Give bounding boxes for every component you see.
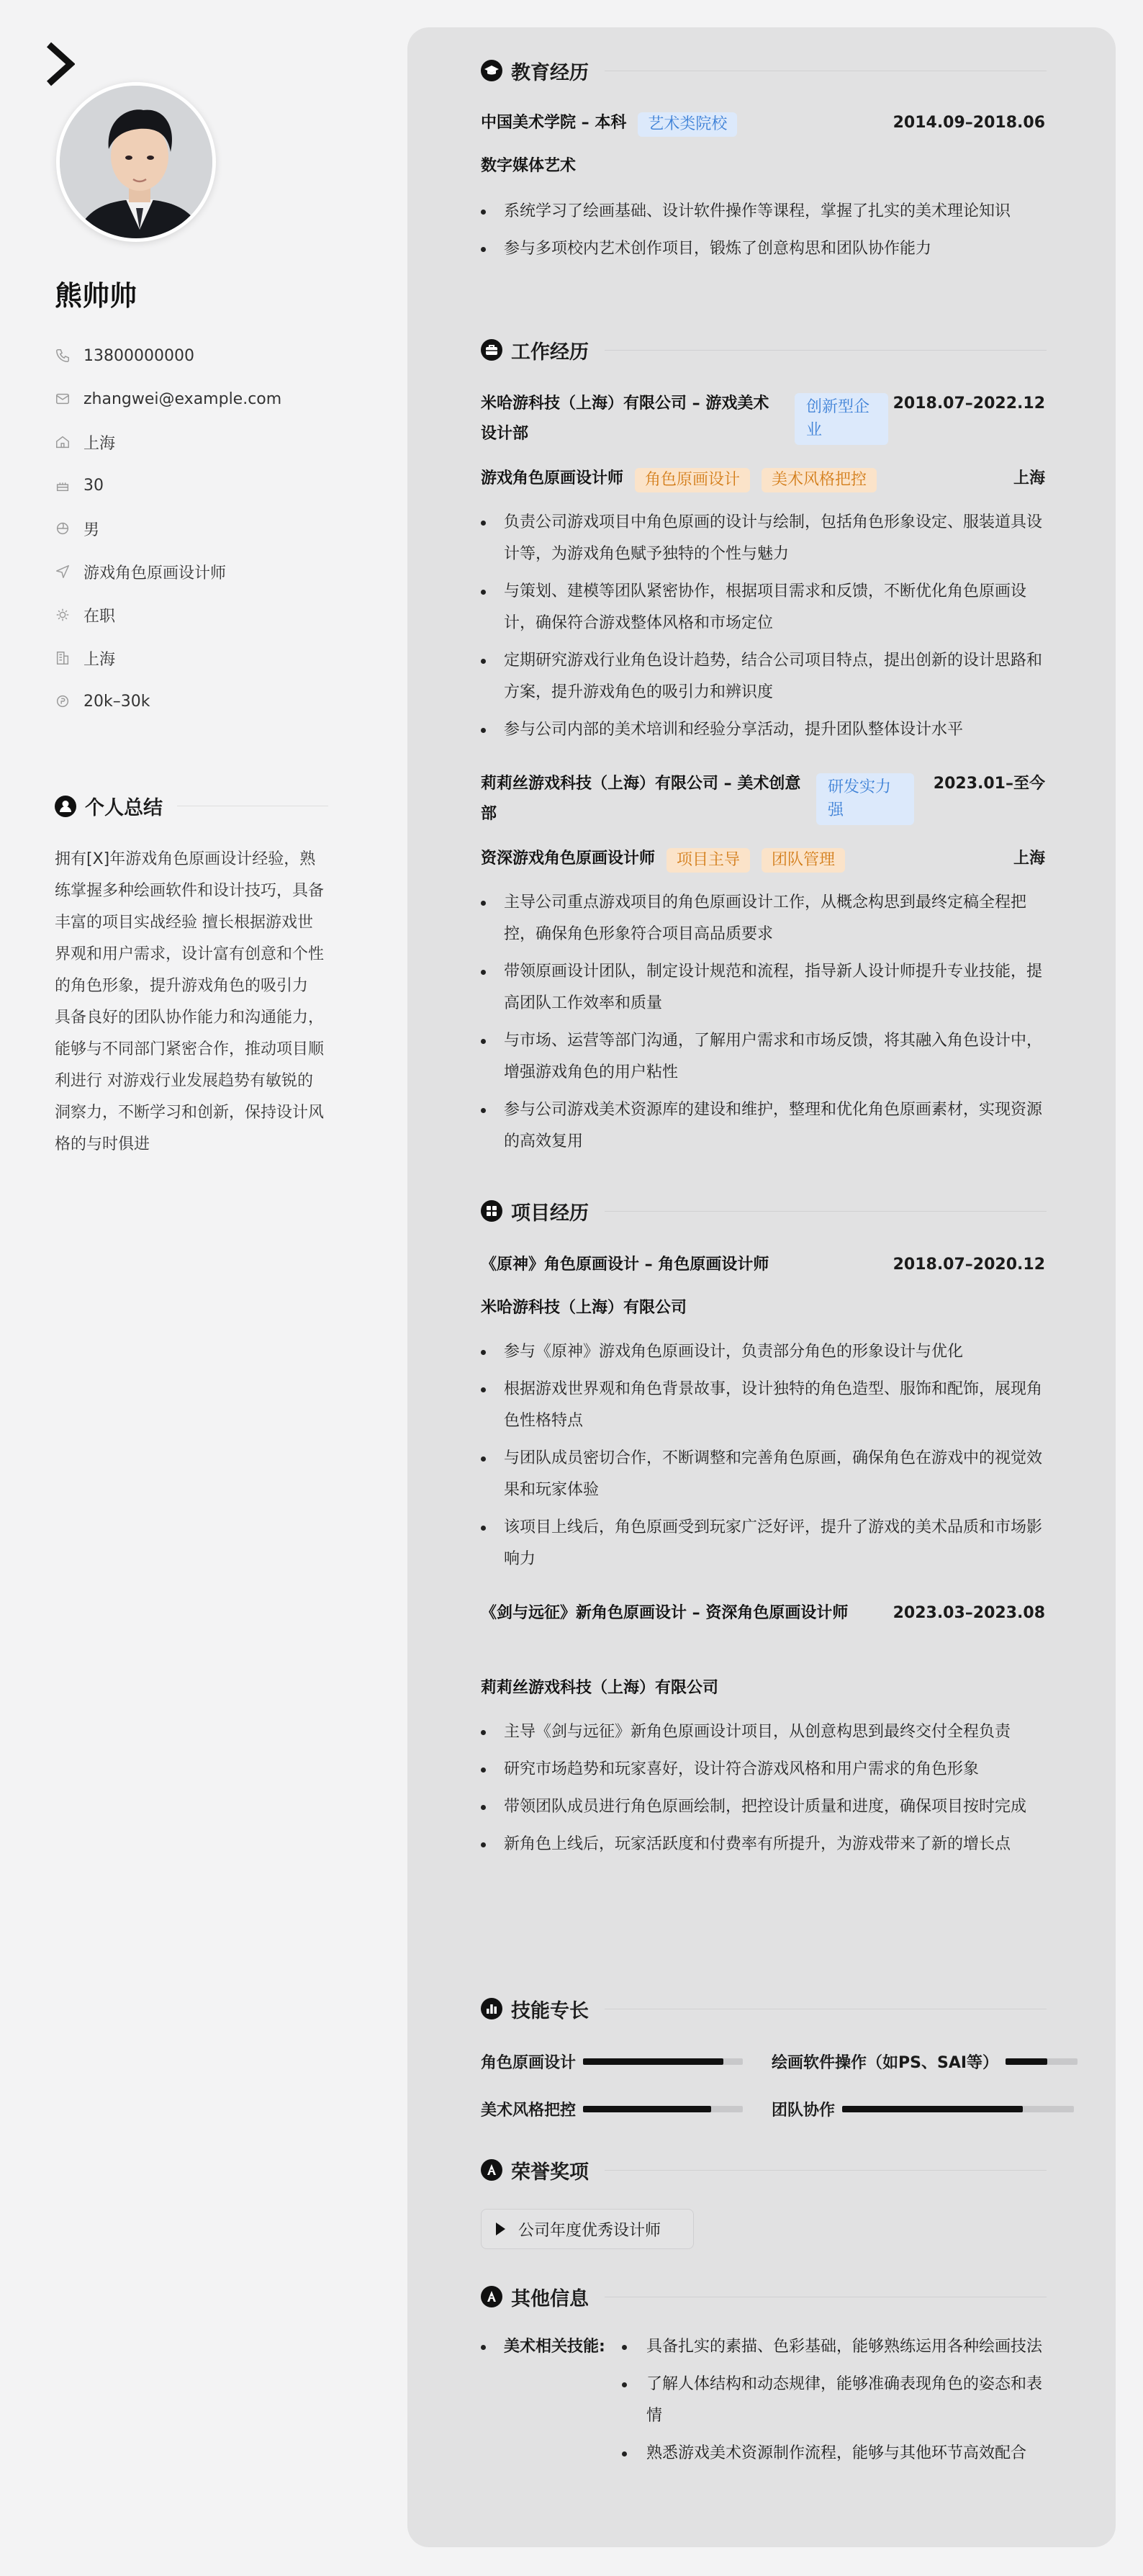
info-status bbox=[55, 593, 281, 636]
skill-bar bbox=[583, 2058, 743, 2065]
list-item: 研究市场趋势和玩家喜好，设计符合游戏风格和用户需求的角色形象 bbox=[481, 1754, 1047, 1785]
work-heading bbox=[481, 335, 1047, 364]
job-text: 游戏角色原画设计师 bbox=[83, 564, 227, 582]
other-heading bbox=[481, 2282, 1047, 2311]
education-major-row bbox=[481, 151, 1045, 181]
list-item: 具备扎实的素描、色彩基础，能够熟练运用各种绘画技法 bbox=[622, 2331, 1047, 2363]
list-item: 主导《剑与远征》新角色原画设计项目，从创意构思到最终交付全程负责 bbox=[481, 1716, 1047, 1748]
job-2-city: 上海 bbox=[1013, 850, 1045, 868]
project-1-company-row bbox=[481, 1293, 1045, 1323]
job-2-company: 莉莉丝游戏科技（上海）有限公司 – 美术创意部 bbox=[481, 775, 801, 823]
list-item: 系统学习了绘画基础、设计软件操作等课程，掌握了扎实的美术理论知识 bbox=[481, 196, 1047, 228]
job-2-bullets bbox=[481, 887, 1047, 1163]
gender-icon bbox=[55, 521, 71, 536]
list-item: 参与公司内部的美术培训和经验分享活动，提升团队整体设计水平 bbox=[481, 714, 1047, 746]
skill-level-fill bbox=[842, 2106, 1023, 2112]
education-heading bbox=[481, 56, 1047, 85]
city-text: 上海 bbox=[83, 650, 116, 669]
list-item: 带领原画设计团队，制定设计规范和流程，指导新人设计师提升专业技能，提高团队工作效率和质量 bbox=[481, 956, 1047, 1019]
award-text: 公司年度优秀设计师 bbox=[518, 2221, 661, 2240]
award-icon bbox=[481, 2159, 502, 2181]
job-1-position: 游戏角色原画设计师 bbox=[481, 469, 624, 487]
project-2-bullets bbox=[481, 1716, 1047, 1866]
phone-icon bbox=[55, 348, 71, 364]
job-1-city: 上海 bbox=[1013, 469, 1045, 487]
info-phone bbox=[55, 334, 281, 377]
email-text: zhangwei@example.com bbox=[83, 389, 282, 408]
awards-divider bbox=[605, 2170, 1047, 2171]
job-2-tag-1: 项目主导 bbox=[667, 848, 750, 873]
project-1-company: 米哈游科技（上海）有限公司 bbox=[481, 1299, 687, 1317]
bar-chart-icon bbox=[481, 1998, 502, 2019]
job-2-date: 2023.01–至今 bbox=[933, 775, 1045, 793]
job-1-company: 米哈游科技（上海）有限公司 – 游戏美术设计部 bbox=[481, 395, 769, 443]
list-item: 与团队成员密切合作，不断调整和完善角色原画，确保角色在游戏中的视觉效果和玩家体验 bbox=[481, 1443, 1047, 1506]
skill-level-fill bbox=[583, 2106, 711, 2112]
logo-icon bbox=[46, 42, 75, 86]
skill-bar bbox=[842, 2106, 1074, 2112]
skill-bar bbox=[583, 2106, 743, 2112]
skill-level-fill bbox=[1006, 2058, 1047, 2065]
phone-text: 13800000000 bbox=[83, 346, 194, 365]
list-item: 了解人体结构和动态规律，能够准确表现角色的姿态和表情 bbox=[622, 2369, 1047, 2432]
project-1-date: 2018.07–2020.12 bbox=[893, 1256, 1045, 1274]
age-text: 30 bbox=[83, 476, 104, 495]
location-text: 上海 bbox=[83, 434, 116, 453]
list-item: 新角色上线后，玩家活跃度和付费率有所提升，为游戏带来了新的增长点 bbox=[481, 1829, 1047, 1860]
job-1-header bbox=[481, 389, 1045, 449]
job-1-company-tag: 创新型企业 bbox=[795, 393, 888, 445]
info-salary bbox=[55, 680, 281, 723]
skill-name: 团队协作 bbox=[772, 2102, 836, 2120]
education-major: 数字媒体艺术 bbox=[481, 157, 577, 175]
list-item: 参与公司游戏美术资源库的建设和维护，整理和优化角色原画素材，实现资源的高效复用 bbox=[481, 1094, 1047, 1158]
skill-item bbox=[772, 2050, 1078, 2073]
grid-icon bbox=[481, 1200, 502, 1222]
skills-heading bbox=[481, 1994, 1047, 2023]
info-gender bbox=[55, 507, 281, 550]
user-icon bbox=[55, 796, 76, 817]
skill-item bbox=[481, 2098, 743, 2120]
school-name: 中国美术学院 – 本科 bbox=[481, 114, 627, 132]
job-2-company-tag: 研发实力强 bbox=[816, 773, 914, 825]
skill-bar bbox=[1006, 2058, 1078, 2065]
info-age bbox=[55, 464, 281, 507]
job-2-position: 资深游戏角色原画设计师 bbox=[481, 850, 656, 868]
candidate-name: 熊帅帅 bbox=[55, 280, 137, 312]
project-2-company-row bbox=[481, 1673, 1045, 1703]
list-item: 与策划、建模等团队紧密协作，根据项目需求和反馈，不断优化角色原画设计，确保符合游戏整体风格和市场定位 bbox=[481, 576, 1047, 639]
list-item: 该项目上线后，角色原画受到玩家广泛好评，提升了游戏的美术品质和市场影响力 bbox=[481, 1512, 1047, 1575]
list-item: 参与《原神》游戏角色原画设计，负责部分角色的形象设计与优化 bbox=[481, 1336, 1047, 1368]
home-icon bbox=[55, 434, 71, 450]
salary-text: 20k–30k bbox=[83, 692, 150, 711]
age-icon bbox=[55, 477, 71, 493]
list-item: 熟悉游戏美术资源制作流程，能够与其他环节高效配合 bbox=[622, 2438, 1047, 2469]
job-2-position-row bbox=[481, 844, 1045, 874]
status-text: 在职 bbox=[83, 607, 116, 626]
building-icon bbox=[55, 650, 71, 666]
project-1-name: 《原神》角色原画设计 – 角色原画设计师 bbox=[481, 1256, 769, 1274]
projects-title: 项目经历 bbox=[511, 1202, 589, 1225]
list-item: 定期研究游戏行业角色设计趋势，结合公司项目特点，提出创新的设计思路和方案，提升游戏角色的吸引力和辨识度 bbox=[481, 645, 1047, 708]
education-school-row bbox=[481, 108, 1045, 138]
award-item[interactable] bbox=[481, 2209, 694, 2249]
project-1-header bbox=[481, 1250, 1045, 1280]
skill-name: 美术风格把控 bbox=[481, 2102, 577, 2120]
summary-text: 拥有[X]年游戏角色原画设计经验，熟练掌握多种绘画软件和设计技巧，具备丰富的项目实战经验 擅长根据游戏世界观和用户需求，设计富有创意和个性的角色形象，提升游戏角色的吸引力 具备良好的团队协作能力和沟通能力，能够与不同部门紧密合作，推动项目顺利进行 对游戏行业发展趋势有敏锐的洞察力，不断学习和创新，保持设计风格的与时俱进 bbox=[55, 850, 325, 1153]
job-1-position-row bbox=[481, 464, 1045, 494]
list-item: 主导公司重点游戏项目的角色原画设计工作，从概念构思到最终定稿全程把控，确保角色形象符合项目高品质要求 bbox=[481, 887, 1047, 950]
other-bullets bbox=[622, 2331, 1047, 2475]
awards-heading bbox=[481, 2156, 1047, 2184]
skill-level-fill bbox=[583, 2058, 723, 2065]
job-1-date: 2018.07–2022.12 bbox=[893, 395, 1045, 413]
job-2-header bbox=[481, 769, 1045, 829]
school-tag: 艺术类院校 bbox=[638, 112, 737, 137]
info-email bbox=[55, 377, 281, 420]
list-item: 负责公司游戏项目中角色原画的设计与绘制，包括角色形象设定、服装道具设计等，为游戏角色赋予独特的个性与魅力 bbox=[481, 507, 1047, 570]
salary-icon bbox=[55, 693, 71, 709]
play-triangle-icon bbox=[496, 2223, 505, 2235]
awards-title: 荣誉奖项 bbox=[511, 2161, 589, 2184]
avatar-portrait-icon bbox=[60, 86, 216, 242]
info-city bbox=[55, 636, 281, 680]
work-title: 工作经历 bbox=[511, 341, 589, 364]
project-1-bullets bbox=[481, 1336, 1047, 1581]
contact-info-list bbox=[55, 334, 281, 723]
gender-text: 男 bbox=[83, 521, 100, 539]
graduation-cap-icon bbox=[481, 60, 502, 81]
list-item: 根据游戏世界观和角色背景故事，设计独特的角色造型、服饰和配饰，展现角色性格特点 bbox=[481, 1374, 1047, 1437]
education-date: 2014.09–2018.06 bbox=[893, 114, 1045, 132]
other-title: 其他信息 bbox=[511, 2287, 589, 2310]
status-icon bbox=[55, 607, 71, 623]
education-title: 教育经历 bbox=[511, 61, 589, 84]
job-1-tag-2: 美术风格把控 bbox=[762, 468, 877, 492]
list-item: 带领团队成员进行角色原画绘制，把控设计质量和进度，确保项目按时完成 bbox=[481, 1791, 1047, 1823]
skill-item bbox=[481, 2050, 743, 2073]
work-divider bbox=[605, 350, 1047, 351]
summary-heading bbox=[55, 792, 328, 820]
list-item: 与市场、运营等部门沟通，了解用户需求和市场反馈，将其融入角色设计中，增强游戏角色的用户粘性 bbox=[481, 1025, 1047, 1089]
skill-name: 角色原画设计 bbox=[481, 2054, 577, 2072]
project-2-date: 2023.03–2023.08 bbox=[893, 1604, 1045, 1622]
mail-icon bbox=[55, 391, 71, 407]
projects-divider bbox=[605, 1211, 1047, 1212]
send-icon bbox=[55, 564, 71, 580]
list-item: 参与多项校内艺术创作项目，锻炼了创意构思和团队协作能力 bbox=[481, 233, 1047, 265]
job-1-tag-1: 角色原画设计 bbox=[635, 468, 750, 492]
project-2-name: 《剑与远征》新角色原画设计 – 资深角色原画设计师 bbox=[481, 1604, 849, 1622]
job-1-bullets bbox=[481, 507, 1047, 752]
avatar bbox=[56, 82, 216, 242]
project-2-company: 莉莉丝游戏科技（上海）有限公司 bbox=[481, 1679, 719, 1697]
skill-name: 绘画软件操作（如PS、SAI等） bbox=[772, 2054, 999, 2072]
job-2-tag-2: 团队管理 bbox=[762, 848, 845, 873]
info-location bbox=[55, 420, 281, 464]
briefcase-icon bbox=[481, 339, 502, 361]
info-badge-icon bbox=[481, 2286, 502, 2307]
info-job bbox=[55, 550, 281, 593]
skill-item bbox=[772, 2098, 1074, 2120]
other-key: 美术相关技能: bbox=[481, 2331, 605, 2363]
project-2-header bbox=[481, 1598, 1045, 1629]
projects-heading bbox=[481, 1197, 1047, 1225]
education-bullets bbox=[481, 196, 1047, 271]
skills-title: 技能专长 bbox=[511, 1999, 589, 2022]
summary-title: 个人总结 bbox=[85, 797, 163, 819]
